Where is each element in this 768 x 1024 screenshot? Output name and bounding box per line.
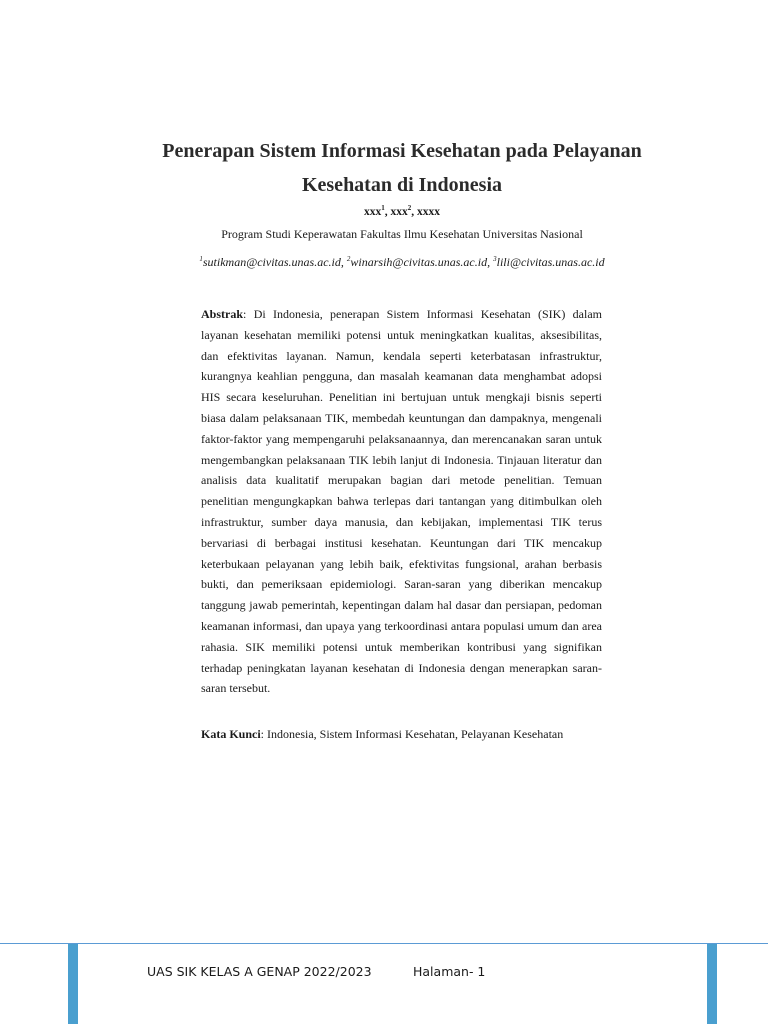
author-2: xxx [390, 206, 408, 218]
email-1-sup: 1 [199, 255, 203, 263]
abstract-label: Abstrak [201, 307, 244, 321]
author-emails [120, 254, 684, 270]
keywords-text: : Indonesia, Sistem Informasi Kesehatan, Pelayanan Kesehatan [260, 727, 564, 741]
footer-left-bar [68, 944, 78, 1024]
footer-course: UAS SIK KELAS A GENAP 2022/2023 [147, 964, 372, 979]
author-3: xxxx [417, 206, 440, 218]
email-2: winarsih@civitas.unas.ac.id, [350, 255, 494, 269]
footer-right-bar [707, 944, 717, 1024]
title-line-2: Kesehatan di Indonesia [301, 174, 503, 196]
affiliation: Program Studi Keperawatan Fakultas Ilmu Kesehatan Universitas Nasional [221, 227, 583, 241]
abstract [201, 304, 602, 699]
abstract-text: : Di Indonesia, penerapan Sistem Informasi Kesehatan (SIK) dalam layanan kesehatan memiliki potensi untuk meningkatkan kualitas, aksesibilitas, dan efektivitas layanan. Namun, kendala seperti keterbatasan infrastruktur, kurangnya keahlian pengguna, dan masalah keamanan data menghambat adopsi HIS secara keseluruhan. Penelitian ini bertujuan untuk mengkaji bisnis seperti biasa dalam pelaksanaan TIK, membedah keuntungan dan dampaknya, mengenali faktor-faktor yang mempengaruhi pelaksanaannya, dan merencanakan saran untuk mengembangkan pelaksanaan TIK lebih lanjut di Indonesia. Tinjauan literatur dan analisis data kualitatif merupakan bagian dari metode penelitian. Temuan penelitian mengungkapkan bahwa terlepas dari tantangan yang ditimbulkan oleh infrastruktur, sumber daya manusia, dan kebijakan, implementasi TIK terus bervariasi di berbagai institusi kesehatan. Keuntungan dari TIK mencakup keterbukaan pelayanan yang lebih baik, efektivitas fungsional, arahan berbasis bukti, dan pemeriksaan epidemiologi. Saran-saran yang diberikan mencakup tanggung jawab pemerintah, kepentingan dalam hal dasar dan persiapan, pedoman keamanan informasi, dan upaya yang terkoordinasi antara populasi umum dan area rahasia. SIK memiliki potensi untuk memberikan kontribusi yang signifikan terhadap peningkatan layanan kesehatan di Indonesia dengan menerapkan saran-saran tersebut. [201, 307, 602, 696]
email-3: lili@civitas.unas.ac.id [496, 255, 605, 269]
email-1: sutikman@civitas.unas.ac.id, [202, 255, 347, 269]
author-separator: , [411, 206, 417, 218]
footer-page-number: Halaman- 1 [413, 964, 486, 979]
title-line-1: Penerapan Sistem Informasi Kesehatan pada Pelayanan [162, 140, 642, 162]
author-1-sup: 1 [381, 204, 385, 213]
footer-divider [0, 943, 768, 944]
author-separator: , [384, 206, 391, 218]
email-2-sup: 2 [346, 255, 351, 263]
email-3-sup: 3 [493, 255, 497, 263]
author-2-sup: 2 [407, 204, 412, 213]
author-1: xxx [364, 206, 382, 218]
paper-title [120, 134, 684, 202]
author-list [120, 204, 684, 220]
keywords [201, 724, 602, 745]
keywords-label: Kata Kunci [201, 727, 261, 741]
